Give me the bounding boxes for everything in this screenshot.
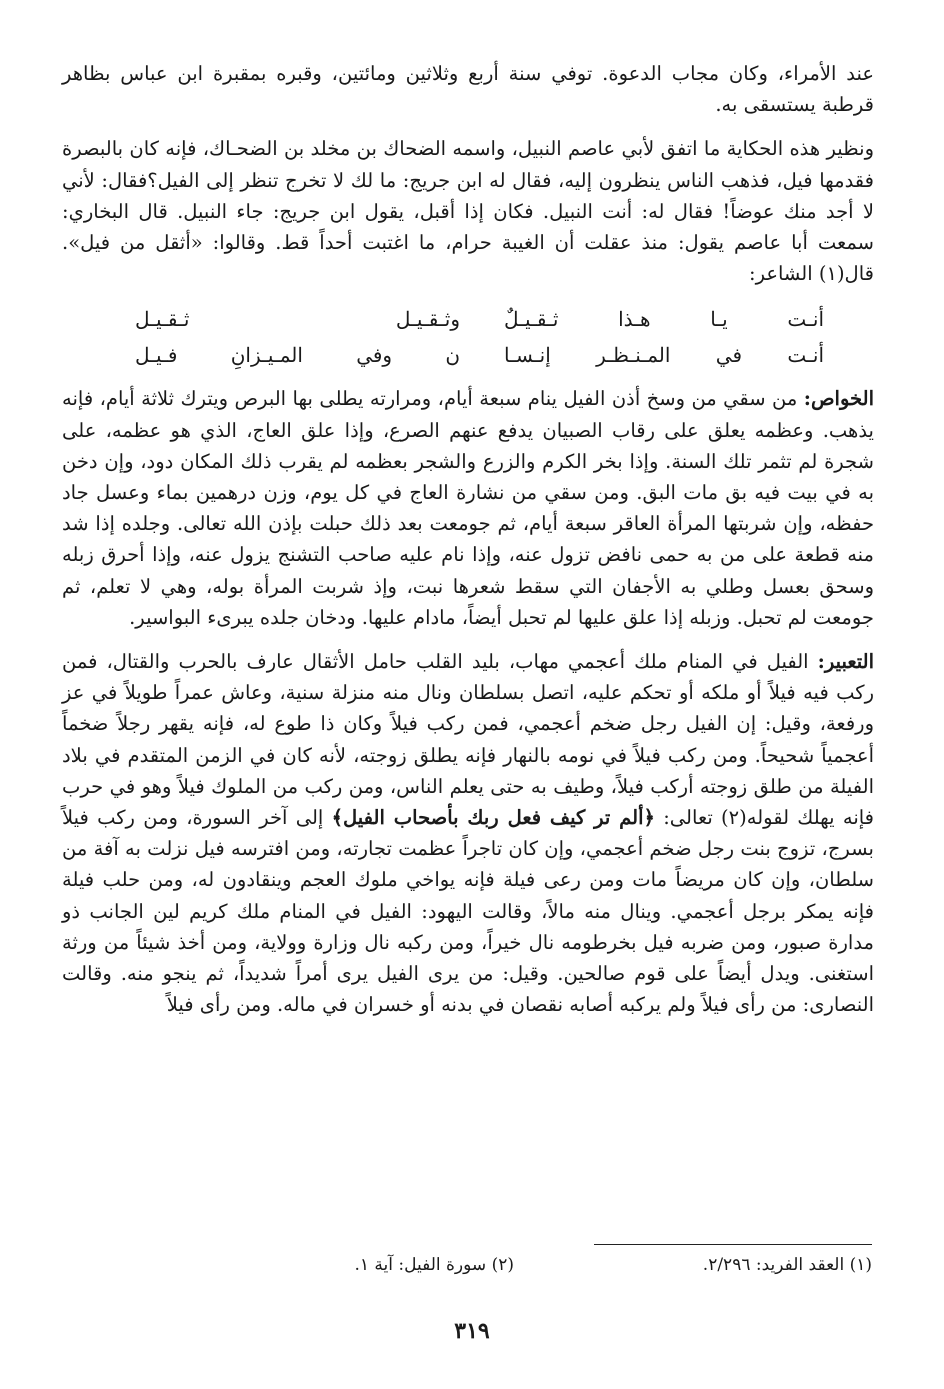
footnote-divider [594, 1244, 872, 1245]
poem-word: المـنـظـر [596, 343, 671, 368]
paragraph-interpretation-text-a: الفيل في المنام ملك أعجمي مهاب، بليد القلب حامل الأثقال عارف بالحرب والقتال، فمن ركب فيه فيلاً أو ملكه أو تحكم عليه، اتصل بسلطان ونال منه منزلة سنية، وعاش عمراً طويلاً في عز ورفعة، وقيل: إن الفيل رجل ضخم أعجمي، فمن ركب فيلاً وكان ذا طوع له، فإنه يقهر رجلاً ضخماً أعجمياً شحيحاً. ومن ركب فيلاً في نومه بالنهار فإنه يطلق زوجته، لأنه كان في الزمن المتقدم في بلاد الفيلة من طلق زوجته أركب فيلاً، وطيف به حتى يعلم الناس، ومن ركب من الملوك فيلاً وهو في حرب فإنه يهلك لقوله(٢) تعالى: [62, 650, 875, 830]
poem-word: ن [445, 343, 460, 368]
poem-hemistich-left [135, 301, 460, 337]
poem-word: فـيـل [135, 343, 178, 368]
poem-word: أنـت [787, 343, 824, 368]
footnote-2: (٢) سورة الفيل: آية ١. [354, 1255, 514, 1275]
paragraph-interpretation [62, 646, 874, 1020]
page-body [62, 58, 874, 1020]
poem-hemistich-right [504, 301, 824, 337]
poem-word: في [715, 343, 743, 368]
paragraph-1: عند الأمراء، وكان مجاب الدعوة. توفي سنة أربع وثلاثين ومائتين، وقبره بمقبرة ابن عباس بظاهر قرطبة يستسقى به. [62, 62, 874, 117]
section-keyword-properties: الخواص: [803, 387, 874, 411]
poem-hemistich-right [504, 337, 824, 373]
poem-word: المـيـزانِ [230, 343, 303, 368]
paragraph-interpretation-text-b: إلى آخر السورة، ومن ركب فيلاً بسرج، تزوج بنت رجل ضخم أعجمي، وإن كان تاجراً عظمت تجارته، ومن افترسه فيل نزلت به آفة من سلطان، وإن كان مريضاً مات ومن رعى فيلة فإنه يواخي ملوك العجم وينقادون له، ومن حلب فيلة فإنه يمكر برجل أعجمي. وينال منه مالاً، وقالت اليهود: الفيل في المنام ملك كريم لين الجانب ذو مدارة صبور، ومن ضربه فيل بخرطومه نال خيراً، ومن ركبه نال وزارة وولاية، ومن أخذ شيئاً من ورثة استغنى. ويدل أيضاً على قوم صالحين. وقيل: من يرى الفيل يرى أمراً شديداً، ثم ينجو منه. وقالت النصارى: من رأى فيلاً ولم يركبه أصابه نقصان في بدنه أو خسران في ماله. ومن رأى فيلاً [62, 806, 874, 1017]
poem-word: وفي [356, 343, 393, 368]
poem [62, 301, 874, 373]
poem-verse-2 [62, 337, 874, 373]
section-keyword-interpretation: التعبير: [817, 650, 875, 674]
poem-word: يـا [710, 307, 728, 332]
quran-verse: ﴿ألم تر كيف فعل ربك بأصحاب الفيل﴾ [331, 806, 655, 830]
footnotes [60, 1252, 872, 1278]
paragraph-properties-text: من سقي من وسخ أذن الفيل ينام سبعة أيام، ومرارته يطلى بها البرص ويترك ثلاثة أيام، فإنه يذهب. وعظمه يعلق على رقاب الصبيان يدفع عنهم الصرع، وإذا علق العاج، الذي هو عظمه، على شجرة لم تثمر تلك السنة. وإذا بخر الكرم والزرع والشجر بعظمه لم يقرب ذلك المكان دود، وإن دخن به في بيت فيه بق مات البق. ومن سقي من نشارة العاج في كل يوم، وزن درهمين بماء وعسل جاد حفظه، وإن شربتها المرأة العاقر سبعة أيام، ثم جومعت بعد ذلك حبلت بإذن الله تعالى. وجلده إذا شد منه قطعة على من به حمى نافض تزول عنه، وإذا نام عليه صاحب التشنج يزول عنه، وإذا أحرق زبله وسحق بعسل وطلي به الأجفان التي سقط شعرها نبت، وإذ شربت المرأة بوله، وهي لا تعلم، ثم جومعت لم تحبل. وزبله إذا علق عليها لم تحبل أيضاً، مادام عليها. ودخان جلده يبرىء البواسير. [62, 387, 874, 629]
footnote-1: (١) العقد الفريد: ٢/٢٩٦. [702, 1255, 872, 1275]
poem-word: أنـت [787, 307, 824, 332]
page-number: ٣١٩ [454, 1318, 490, 1344]
paragraph-properties [62, 383, 874, 633]
poem-word: ثـقـيـل [135, 307, 190, 332]
paragraph-2: ونظير هذه الحكاية ما اتفق لأبي عاصم النبيل، واسمه الضحاك بن مخلد بن الضحـاك، فإنه كان بالبصرة فقدمها فيل، فذهب الناس ينظرون إليه، فقال له ابن جريج: ما لك لا تخرج تنظر إلى الفيل؟فقال: لأني لا أجد منك عوضاً! فقال له: أنت النبيل. فكان إذا أقبل، يقول ابن جريج: جاء النبيل. قال البخاري: سمعت أبا عاصم يقول: منذ عقلت أن الغيبة حرام، ما اغتبت أحداً قط. وقالوا: «أثقل من فيل». قال(١) الشاعر: [62, 137, 874, 286]
poem-hemistich-left [135, 337, 460, 373]
poem-word: وثـقـيـل [395, 307, 460, 332]
poem-word: ثـقـيـلٌ [504, 307, 559, 332]
poem-verse-1 [62, 301, 874, 337]
poem-word: هـذا [618, 307, 651, 332]
poem-word: إنـسـا [504, 343, 551, 368]
